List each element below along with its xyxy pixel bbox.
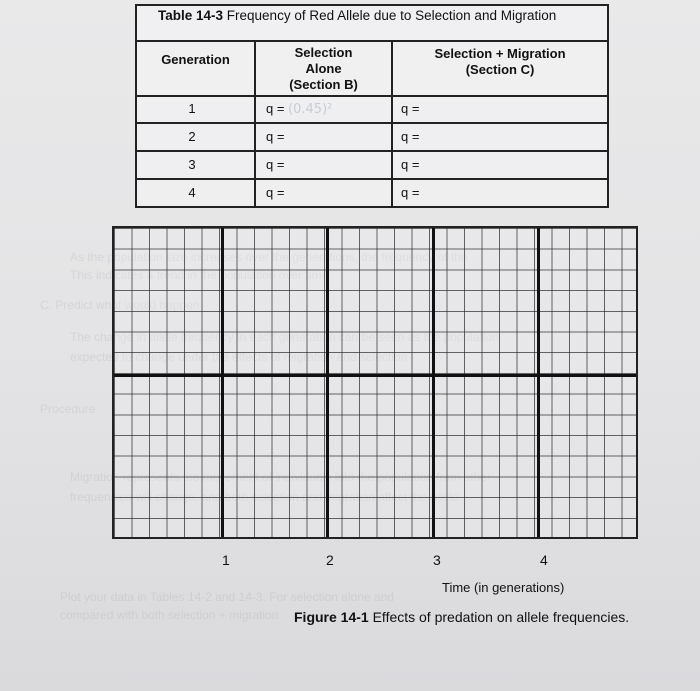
x-axis-label: Time (in generations) [442, 580, 565, 595]
selection-cell: q = [266, 129, 285, 144]
x-tick-label: 3 [433, 552, 441, 568]
generation-cell: 3 [188, 157, 196, 172]
graph-grid [112, 226, 638, 539]
generation-major-line [537, 228, 540, 537]
table-title [158, 8, 598, 24]
selection-cell: q = [266, 157, 285, 172]
x-tick-label: 4 [540, 552, 548, 568]
header-selection-migration: Selection + Migration (Section C) [434, 46, 566, 77]
table-row-divider [135, 122, 609, 124]
x-tick-label: 2 [326, 552, 334, 568]
header-generation: Generation [161, 52, 230, 67]
figure-caption-text: Effects of predation on allele frequencies. [368, 609, 630, 625]
migration-cell: q = [401, 129, 420, 144]
selection-cell: q = (0.45)² [266, 101, 333, 117]
selection-cell: q = [266, 185, 285, 200]
generation-cell: 2 [188, 129, 196, 144]
figure-number: Figure 14-1 [294, 609, 369, 625]
generation-cell: 4 [188, 185, 196, 200]
table-title-divider [135, 40, 609, 42]
migration-cell: q = [401, 157, 420, 172]
table-row-divider [135, 178, 609, 180]
generation-major-line [221, 228, 224, 537]
figure-caption [294, 609, 629, 625]
table-row-divider [135, 150, 609, 152]
horizontal-major-line [114, 374, 636, 377]
table-header-divider [135, 95, 609, 97]
table-title-number: Table 14-3 [158, 8, 224, 23]
generation-major-line [432, 228, 435, 537]
x-tick-label: 1 [222, 552, 230, 568]
handwritten-answer: (0.45)² [288, 102, 333, 117]
header-selection-alone: Selection Alone (Section B) [289, 45, 358, 92]
generation-cell: 1 [188, 101, 196, 116]
migration-cell: q = [401, 185, 420, 200]
migration-cell: q = [401, 101, 420, 116]
table-title-text: Frequency of Red Allele due to Selection and Migration [223, 8, 557, 23]
generation-major-line [326, 228, 329, 537]
